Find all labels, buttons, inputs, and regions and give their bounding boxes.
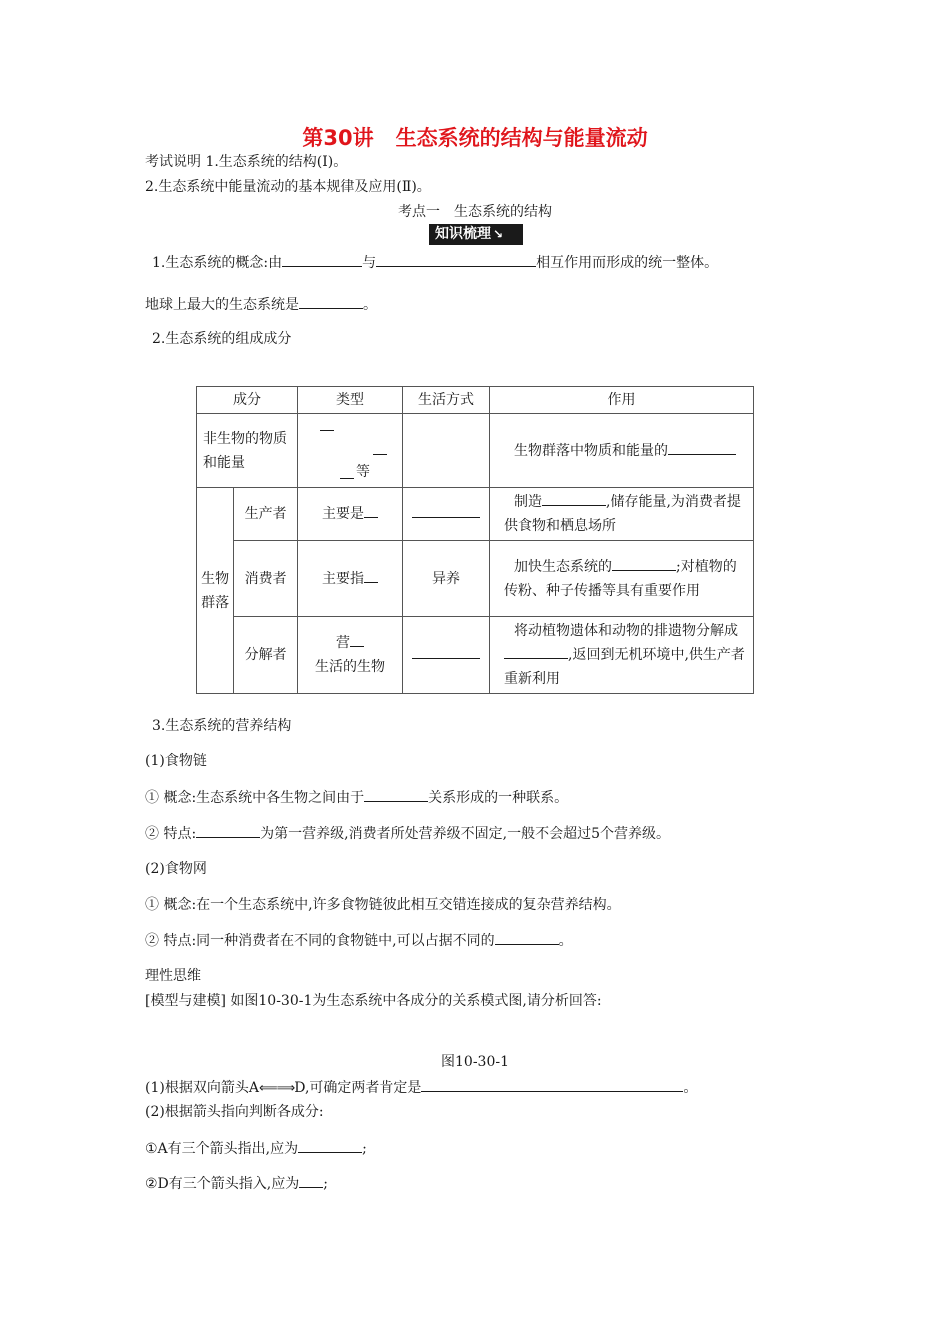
food-chain-concept: ① 概念:生态系统中各生物之间由于 关系形成的一种联系。 (145, 787, 568, 808)
table-header-row (197, 387, 754, 414)
producer-lifestyle (403, 488, 490, 541)
thinking-label: 理性思维 (145, 968, 201, 984)
page-title (0, 124, 950, 152)
arrow-icon: ↘ (493, 227, 504, 241)
question-1b: 地球上最大的生态系统是 。 (145, 294, 377, 315)
lesson-title: 生态系统的结构与能量流动 (395, 126, 648, 150)
answer-2-1: ①A有三个箭头指出,应为 ; (145, 1138, 367, 1159)
table-row-abiotic (197, 414, 754, 488)
food-chain-feature: ② 特点: 为第一营养级,消费者所处营养级不固定,一般不会超过5个营养级。 (145, 823, 670, 844)
blank[interactable] (376, 252, 536, 267)
blank[interactable] (196, 823, 260, 838)
blank[interactable] (340, 466, 354, 479)
consumer-name: 消费者 (234, 541, 298, 617)
food-web-feature: ② 特点:同一种消费者在不同的食物链中,可以占据不同的 。 (145, 930, 573, 951)
consumer-lifestyle: 异养 (403, 541, 490, 617)
blank[interactable] (412, 644, 480, 659)
exam-note-line1: 考试说明 1.生态系统的结构(Ⅰ)。 (145, 154, 348, 170)
food-chain-heading: (1)食物链 (145, 753, 207, 769)
header-lifestyle: 生活方式 (403, 387, 490, 414)
table-row-producer (197, 488, 754, 541)
answer-2-2: ②D有三个箭头指入,应为 ; (145, 1173, 328, 1194)
table-row-decomposer (197, 617, 754, 694)
blank[interactable] (364, 787, 428, 802)
food-web-concept: ① 概念:在一个生态系统中,许多食物链彼此相互交错连接成的复杂营养结构。 (145, 897, 621, 913)
blank[interactable] (373, 442, 387, 455)
consumer-role: 加快生态系统的 ;对植物的传粉、种子传播等具有重要作用 (490, 541, 754, 617)
question-1: 1.生态系统的概念:由 与 相互作用而形成的统一整体。 (152, 252, 718, 273)
producer-name: 生产者 (234, 488, 298, 541)
composition-table (196, 386, 754, 694)
blank[interactable] (299, 1173, 323, 1188)
model-line: [模型与建模] 如图10-30-1为生态系统中各成分的关系模式图,请分析回答: (145, 993, 602, 1009)
knowledge-badge (429, 224, 523, 245)
food-web-heading: (2)食物网 (145, 861, 207, 877)
blank[interactable] (299, 294, 363, 309)
section-heading: 考点一 生态系统的结构 (398, 204, 552, 220)
community-cell: 生物群落 (197, 488, 234, 694)
answer-1: (1)根据双向箭头A⟸⟹D,可确定两者肯定是 。 (145, 1077, 697, 1099)
blank[interactable] (612, 556, 676, 571)
lesson-number: 第30讲 (302, 126, 374, 150)
blank[interactable] (495, 930, 559, 945)
blank[interactable] (542, 491, 606, 506)
blank[interactable] (668, 440, 736, 455)
decomposer-lifestyle (403, 617, 490, 694)
header-type: 类型 (298, 387, 403, 414)
abiotic-lifestyle-cell (403, 414, 490, 488)
blank[interactable] (282, 252, 362, 267)
abiotic-component-cell: 非生物的物质和能量 (197, 414, 298, 488)
header-role: 作用 (490, 387, 754, 414)
blank[interactable] (421, 1077, 683, 1092)
decomposer-type: 营 生活的生物 (298, 617, 403, 694)
blank[interactable] (320, 418, 334, 431)
blank[interactable] (412, 503, 480, 518)
figure-caption: 图10-30-1 (441, 1054, 509, 1070)
question-2-heading: 2.生态系统的组成成分 (152, 331, 292, 347)
exam-note-line2: 2.生态系统中能量流动的基本规律及应用(Ⅱ)。 (145, 179, 431, 195)
consumer-type: 主要指 (298, 541, 403, 617)
double-arrow-icon: ⟸⟹ (258, 1081, 295, 1096)
decomposer-name: 分解者 (234, 617, 298, 694)
abiotic-role-cell: 生物群落中物质和能量的 (490, 414, 754, 488)
decomposer-role: 将动植物遗体和动物的排遗物分解成,返回到无机环境中,供生产者重新利用 (490, 617, 754, 694)
abiotic-type-cell: 等 (298, 414, 403, 488)
badge-label: 知识梳理 (435, 226, 491, 242)
question-3-heading: 3.生态系统的营养结构 (152, 718, 292, 734)
blank[interactable] (504, 644, 568, 659)
answer-2: (2)根据箭头指向判断各成分: (145, 1104, 324, 1120)
producer-role: 制造 ,储存能量,为消费者提供食物和栖息场所 (490, 488, 754, 541)
blank[interactable] (298, 1138, 362, 1153)
blank[interactable] (364, 568, 378, 583)
blank[interactable] (364, 503, 378, 518)
blank[interactable] (350, 632, 364, 647)
producer-type: 主要是 (298, 488, 403, 541)
table-row-consumer (197, 541, 754, 617)
header-component: 成分 (197, 387, 298, 414)
